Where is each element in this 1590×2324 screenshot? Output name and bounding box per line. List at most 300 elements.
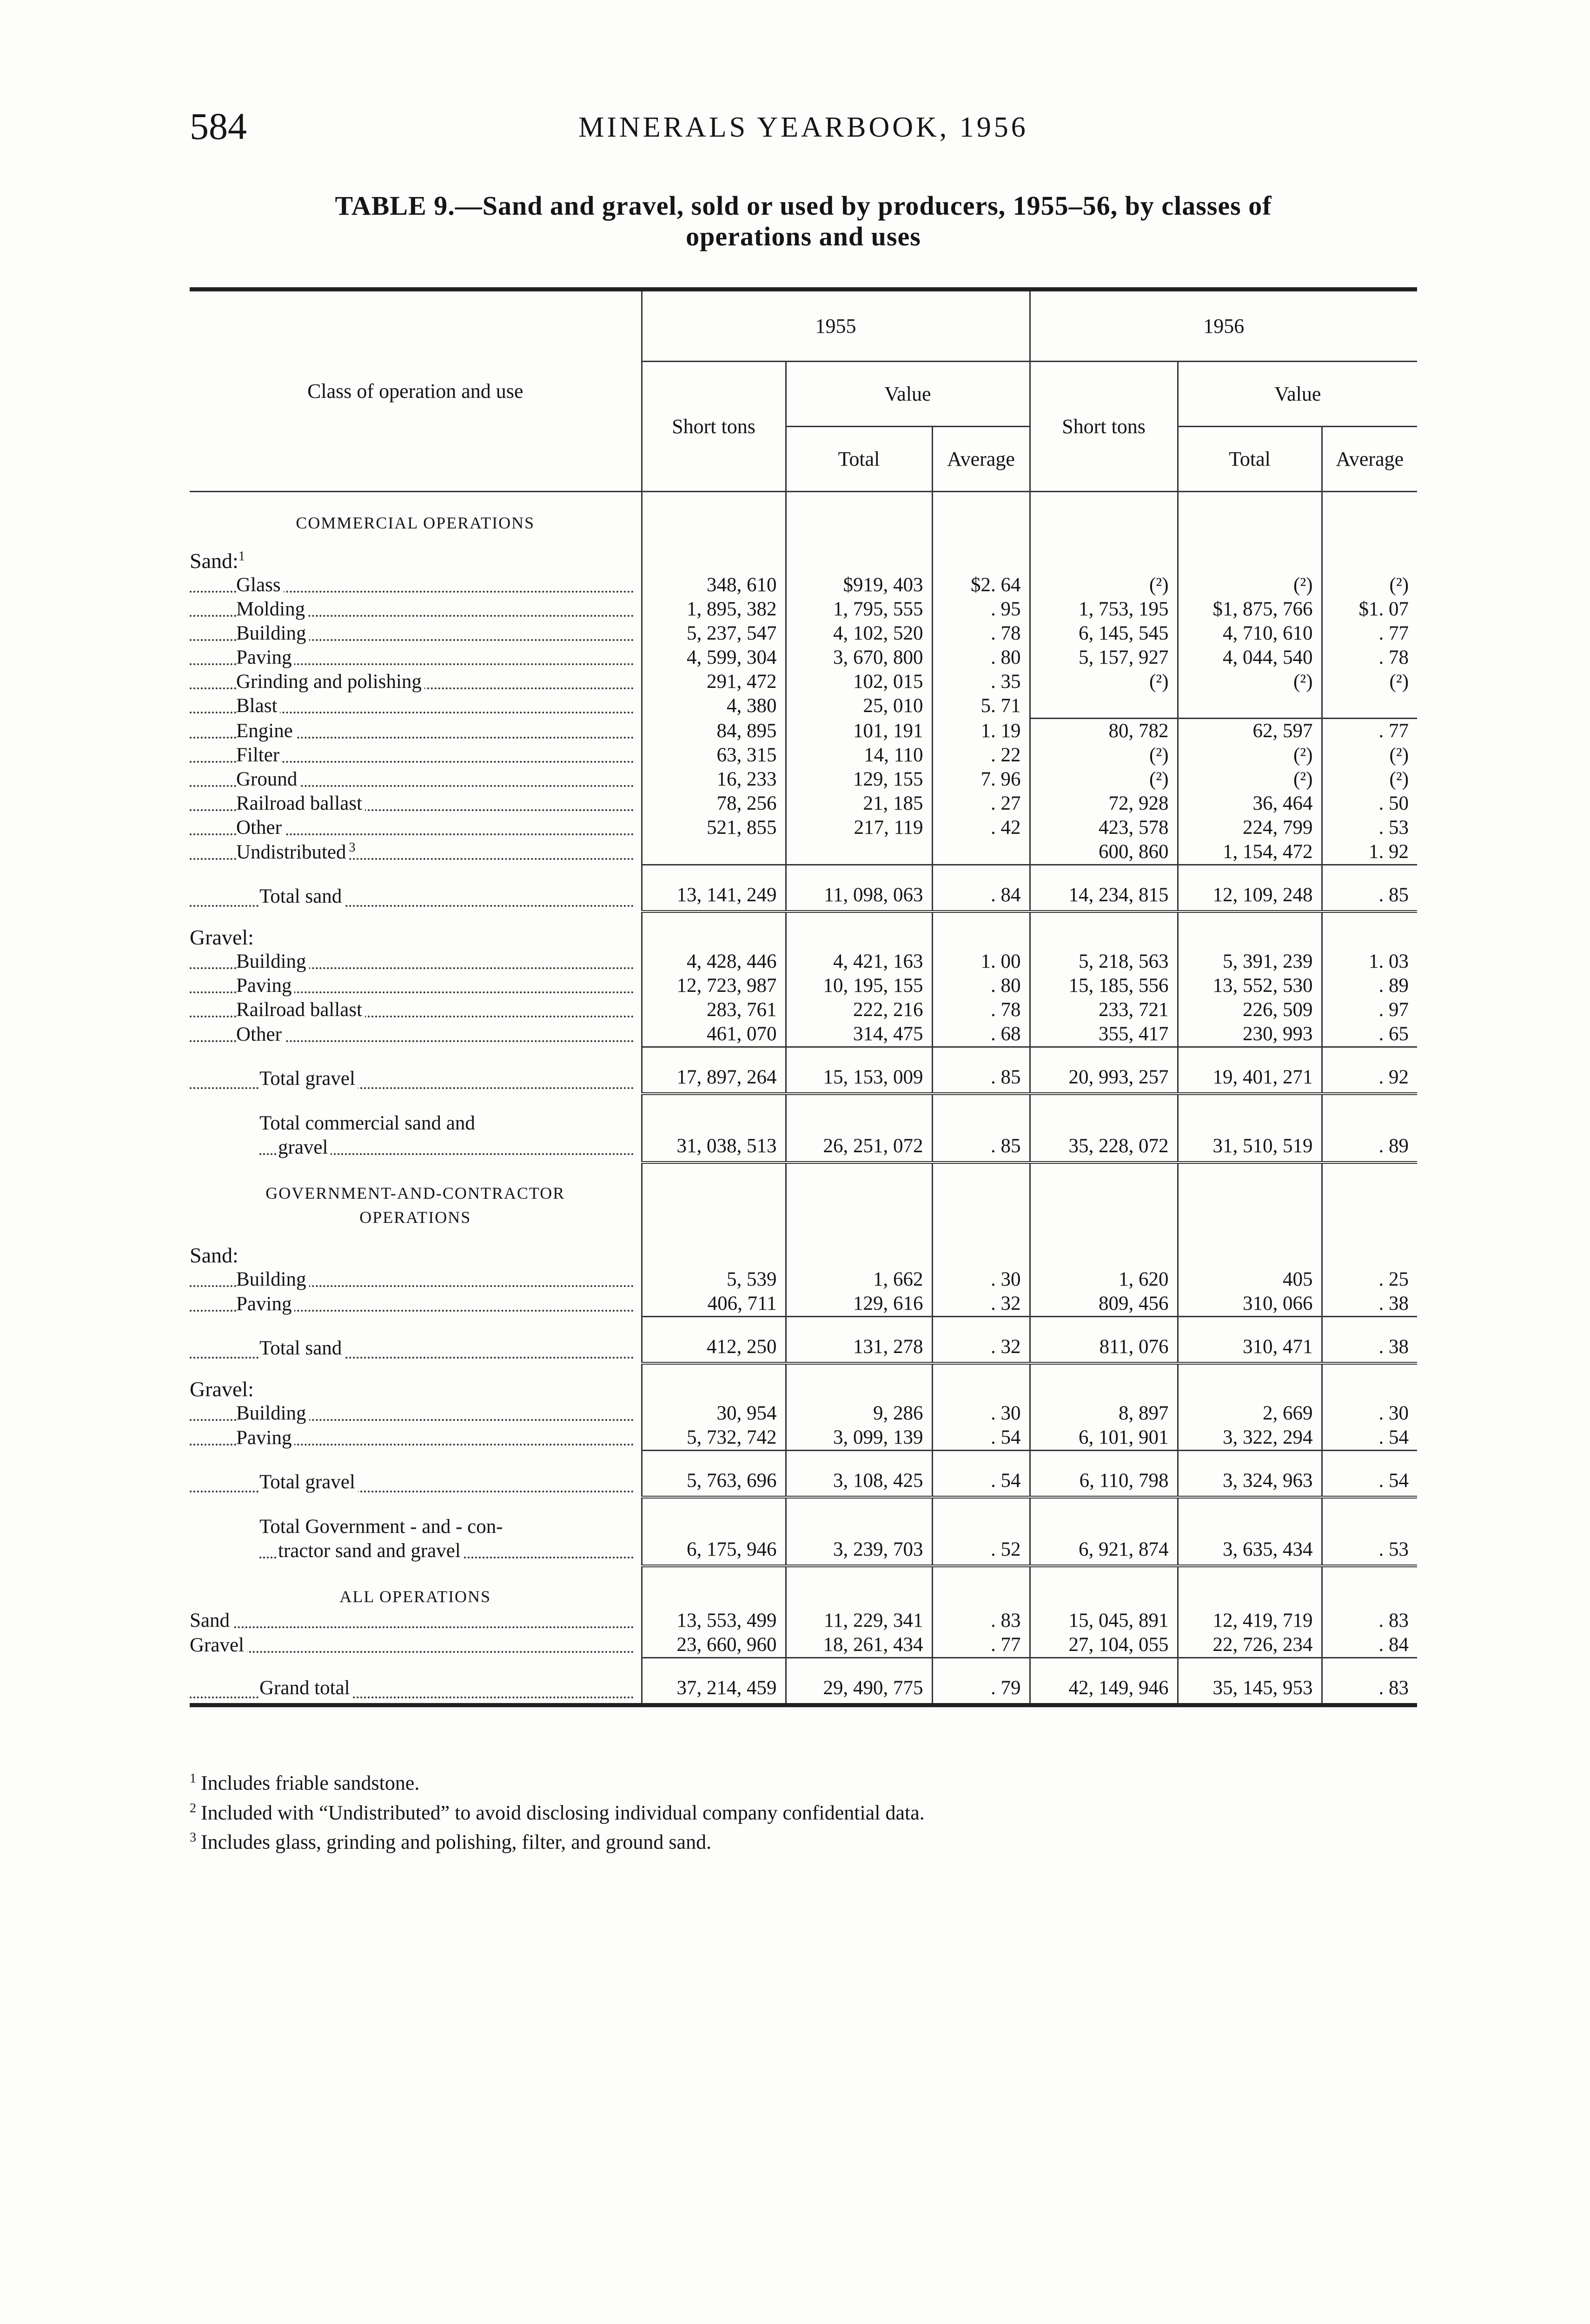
group-gov-gravel <box>190 1363 1417 1401</box>
row-gov-total-all-value-average-1955: . 52 <box>932 1497 1030 1566</box>
header-value-1955: Value <box>786 362 1030 427</box>
row-commercial-sand-6-value-average-1956: . 77 <box>1322 718 1417 743</box>
row-gov-total-gravel-short-tons-1955: 5, 763, 696 <box>642 1450 786 1497</box>
row-commercial-gravel-2-value-total-1956: 226, 509 <box>1178 998 1322 1022</box>
row-gov-sand-0-value-total-1956: 405 <box>1178 1268 1322 1292</box>
page-number: 584 <box>190 105 247 147</box>
row-gov-total-sand-short-tons-1955: 412, 250 <box>642 1316 786 1363</box>
row-gov-gravel-0-label <box>190 1401 642 1426</box>
section-all-line-1: ALL OPERATIONS <box>339 1587 491 1606</box>
row-gov-total-sand-short-tons-1956: 811, 076 <box>1030 1316 1178 1363</box>
row-commercial-sand-1 <box>190 597 1417 621</box>
row-gov-sand-1-value-total-1956: 310, 066 <box>1178 1292 1322 1317</box>
row-commercial-total-all-value-total-1955: 26, 251, 072 <box>786 1094 932 1162</box>
row-commercial-sand-11-short-tons-1956: 600, 860 <box>1030 840 1178 865</box>
row-commercial-sand-7-label-text: Filter <box>236 744 282 766</box>
row-commercial-sand-2 <box>190 621 1417 646</box>
row-gov-gravel-1-value-total-1955: 3, 099, 139 <box>786 1426 932 1451</box>
row-commercial-gravel-2-label-text: Railroad ballast <box>236 999 365 1021</box>
row-grand-total-short-tons-1955: 37, 214, 459 <box>642 1657 786 1705</box>
row-commercial-gravel-1-value-average-1955: . 80 <box>932 974 1030 998</box>
table-title-line2: operations and uses <box>686 221 921 251</box>
table-title-line1: TABLE 9.—Sand and gravel, sold or used by producers, 1955–56, by classes of <box>335 191 1272 221</box>
sand-gravel-table <box>190 287 1417 1707</box>
row-commercial-gravel-1-value-average-1956: . 89 <box>1322 974 1417 998</box>
row-gov-gravel-1-label-text: Paving <box>236 1427 294 1449</box>
row-gov-total-gravel-value-average-1955: . 54 <box>932 1450 1030 1497</box>
row-commercial-sand-8-label <box>190 767 642 792</box>
row-commercial-sand-4 <box>190 670 1417 694</box>
row-commercial-gravel-2-short-tons-1955: 283, 761 <box>642 998 786 1022</box>
row-gov-total-sand-value-total-1956: 310, 471 <box>1178 1316 1322 1363</box>
row-commercial-sand-11-footnote-ref: 3 <box>349 840 358 855</box>
section-government <box>190 1162 1417 1229</box>
row-commercial-total-all-value-average-1955: . 85 <box>932 1094 1030 1162</box>
header-value-1956: Value <box>1178 362 1417 427</box>
row-commercial-total-sand-label-text: Total sand <box>259 885 344 907</box>
row-commercial-sand-3-label-text: Paving <box>236 647 294 668</box>
row-commercial-sand-2-label <box>190 621 642 646</box>
row-commercial-total-gravel <box>190 1047 1417 1094</box>
row-commercial-total-sand-value-total-1955: 11, 098, 063 <box>786 865 932 911</box>
row-commercial-sand-11-short-tons-1955 <box>642 840 786 865</box>
row-commercial-gravel-2-value-average-1955: . 78 <box>932 998 1030 1022</box>
row-gov-gravel-1-short-tons-1955: 5, 732, 742 <box>642 1426 786 1451</box>
row-grand-total-value-average-1955: . 79 <box>932 1657 1030 1705</box>
row-commercial-sand-1-value-average-1956: $1. 07 <box>1322 597 1417 621</box>
row-commercial-gravel-1 <box>190 974 1417 998</box>
row-commercial-total-gravel-label-text: Total gravel <box>259 1068 358 1089</box>
row-all-1-value-average-1955: . 77 <box>932 1633 1030 1658</box>
row-all-0-label-text: Sand <box>190 1610 232 1631</box>
row-commercial-sand-5-value-total-1955: 25, 010 <box>786 694 932 718</box>
row-commercial-sand-2-short-tons-1956: 6, 145, 545 <box>1030 621 1178 646</box>
row-all-1-label <box>190 1633 642 1658</box>
footnote-1: $^1$ Includes friable sandstone. <box>190 1771 420 1795</box>
row-commercial-gravel-0-value-average-1956: 1. 03 <box>1322 950 1417 974</box>
row-all-1 <box>190 1633 1417 1658</box>
row-gov-sand-0-label <box>190 1268 642 1292</box>
row-gov-gravel-0-value-total-1956: 2, 669 <box>1178 1401 1322 1426</box>
row-gov-sand-0-value-average-1955: . 30 <box>932 1268 1030 1292</box>
row-commercial-total-sand-value-total-1956: 12, 109, 248 <box>1178 865 1322 911</box>
row-all-0 <box>190 1609 1417 1633</box>
row-commercial-gravel-3-label-text: Other <box>236 1023 285 1045</box>
row-gov-sand-0-short-tons-1955: 5, 539 <box>642 1268 786 1292</box>
row-commercial-total-all-value-average-1956: . 89 <box>1322 1094 1417 1162</box>
row-all-0-value-total-1955: 11, 229, 341 <box>786 1609 932 1633</box>
row-commercial-gravel-0-label <box>190 950 642 974</box>
row-commercial-sand-2-value-average-1955: . 78 <box>932 621 1030 646</box>
row-commercial-sand-6-short-tons-1956: 80, 782 <box>1030 718 1178 743</box>
header-average-1956: Average <box>1322 427 1417 492</box>
row-gov-total-gravel <box>190 1450 1417 1497</box>
row-commercial-sand-1-value-total-1955: 1, 795, 555 <box>786 597 932 621</box>
row-commercial-sand-10-value-average-1956: . 53 <box>1322 816 1417 840</box>
row-gov-sand-0-value-average-1956: . 25 <box>1322 1268 1417 1292</box>
row-commercial-sand-8-short-tons-1956: (²) <box>1030 767 1178 792</box>
row-gov-gravel-1-value-average-1955: . 54 <box>932 1426 1030 1451</box>
section-government-line-1: GOVERNMENT-AND-CONTRACTOR <box>265 1183 565 1202</box>
row-commercial-sand-2-value-total-1956: 4, 710, 610 <box>1178 621 1322 646</box>
row-gov-total-all-label <box>190 1497 642 1566</box>
row-commercial-sand-10-short-tons-1955: 521, 855 <box>642 816 786 840</box>
row-commercial-gravel-2-value-total-1955: 222, 216 <box>786 998 932 1022</box>
row-all-1-short-tons-1956: 27, 104, 055 <box>1030 1633 1178 1658</box>
row-commercial-total-all-label <box>190 1094 642 1162</box>
row-commercial-sand-4-value-total-1956: (²) <box>1178 670 1322 694</box>
row-commercial-sand-4-label-text: Grinding and polishing <box>236 671 424 693</box>
row-commercial-gravel-2-label <box>190 998 642 1022</box>
row-commercial-total-all-value-total-1956: 31, 510, 519 <box>1178 1094 1322 1162</box>
row-commercial-sand-3-short-tons-1956: 5, 157, 927 <box>1030 646 1178 670</box>
row-grand-total-short-tons-1956: 42, 149, 946 <box>1030 1657 1178 1705</box>
row-gov-total-all <box>190 1497 1417 1566</box>
row-commercial-sand-11-label-text: Undistributed <box>236 841 349 863</box>
row-commercial-sand-3-value-average-1955: . 80 <box>932 646 1030 670</box>
row-gov-sand-1-short-tons-1955: 406, 711 <box>642 1292 786 1317</box>
row-grand-total <box>190 1657 1417 1705</box>
row-gov-sand-1-value-average-1956: . 38 <box>1322 1292 1417 1317</box>
row-commercial-total-gravel-value-total-1955: 15, 153, 009 <box>786 1047 932 1094</box>
group-commercial-gravel <box>190 911 1417 950</box>
row-commercial-sand-5-short-tons-1956 <box>1030 694 1178 718</box>
footnotes <box>190 1766 1417 1855</box>
row-all-0-value-average-1956: . 83 <box>1322 1609 1417 1633</box>
row-commercial-sand-9-value-total-1955: 21, 185 <box>786 792 932 816</box>
row-gov-sand-1-short-tons-1956: 809, 456 <box>1030 1292 1178 1317</box>
row-commercial-sand-4-short-tons-1956: (²) <box>1030 670 1178 694</box>
row-commercial-sand-0-label-text: Glass <box>236 574 284 596</box>
row-gov-sand-0-label-text: Building <box>236 1268 309 1290</box>
row-gov-sand-1 <box>190 1292 1417 1317</box>
row-commercial-gravel-3-value-average-1956: . 65 <box>1322 1022 1417 1047</box>
row-gov-gravel-0 <box>190 1401 1417 1426</box>
row-commercial-gravel-0 <box>190 950 1417 974</box>
row-commercial-sand-4-value-average-1956: (²) <box>1322 670 1417 694</box>
row-commercial-gravel-0-short-tons-1955: 4, 428, 446 <box>642 950 786 974</box>
row-commercial-total-sand-short-tons-1955: 13, 141, 249 <box>642 865 786 911</box>
row-gov-total-gravel-label-text: Total gravel <box>259 1471 358 1493</box>
row-commercial-total-sand-value-average-1956: . 85 <box>1322 865 1417 911</box>
group-commercial-sand-footnote-ref: 1 <box>238 549 245 564</box>
header-year-1956: 1956 <box>1030 290 1417 362</box>
row-all-1-value-total-1956: 22, 726, 234 <box>1178 1633 1322 1658</box>
row-gov-gravel-0-short-tons-1955: 30, 954 <box>642 1401 786 1426</box>
row-commercial-gravel-1-value-total-1955: 10, 195, 155 <box>786 974 932 998</box>
row-gov-gravel-1-value-average-1956: . 54 <box>1322 1426 1417 1451</box>
section-commercial <box>190 492 1417 535</box>
row-commercial-total-sand <box>190 865 1417 911</box>
row-gov-total-gravel-value-total-1956: 3, 324, 963 <box>1178 1450 1322 1497</box>
row-gov-total-sand-label-text: Total sand <box>259 1337 344 1359</box>
row-commercial-sand-0-label <box>190 573 642 597</box>
row-commercial-sand-7 <box>190 743 1417 767</box>
row-gov-sand-1-value-average-1955: . 32 <box>932 1292 1030 1317</box>
row-commercial-sand-6-value-average-1955: 1. 19 <box>932 718 1030 743</box>
row-commercial-total-all-short-tons-1955: 31, 038, 513 <box>642 1094 786 1162</box>
row-commercial-sand-5-value-average-1955: 5. 71 <box>932 694 1030 718</box>
row-commercial-gravel-3 <box>190 1022 1417 1047</box>
row-all-1-label-text: Gravel <box>190 1634 247 1656</box>
row-commercial-sand-4-label <box>190 670 642 694</box>
row-commercial-sand-7-value-average-1956: (²) <box>1322 743 1417 767</box>
row-gov-total-all-value-total-1955: 3, 239, 703 <box>786 1497 932 1566</box>
row-gov-total-sand-label <box>190 1316 642 1363</box>
row-commercial-sand-9-short-tons-1955: 78, 256 <box>642 792 786 816</box>
group-gov-sand <box>190 1229 1417 1268</box>
header-average-1955: Average <box>932 427 1030 492</box>
row-gov-sand-1-label-text: Paving <box>236 1293 294 1315</box>
row-grand-total-value-total-1956: 35, 145, 953 <box>1178 1657 1322 1705</box>
row-commercial-sand-0-value-total-1956: (²) <box>1178 573 1322 597</box>
row-commercial-sand-0-value-average-1955: $2. 64 <box>932 573 1030 597</box>
row-gov-total-all-value-average-1956: . 53 <box>1322 1497 1417 1566</box>
row-gov-gravel-0-label-text: Building <box>236 1402 309 1424</box>
row-commercial-sand-9-label-text: Railroad ballast <box>236 792 365 814</box>
row-gov-total-sand-value-average-1955: . 32 <box>932 1316 1030 1363</box>
header-total-1956: Total <box>1178 427 1322 492</box>
row-commercial-sand-5-value-average-1956 <box>1322 694 1417 718</box>
row-commercial-sand-5-short-tons-1955: 4, 380 <box>642 694 786 718</box>
section-government-line-2: OPERATIONS <box>359 1208 471 1227</box>
row-commercial-sand-6-label-text: Engine <box>236 720 296 742</box>
row-gov-gravel-1-label <box>190 1426 642 1451</box>
row-commercial-gravel-3-value-total-1955: 314, 475 <box>786 1022 932 1047</box>
row-commercial-sand-7-value-average-1955: . 22 <box>932 743 1030 767</box>
row-commercial-gravel-0-label-text: Building <box>236 951 309 972</box>
row-commercial-gravel-1-short-tons-1955: 12, 723, 987 <box>642 974 786 998</box>
row-commercial-sand-9-label <box>190 792 642 816</box>
row-commercial-gravel-3-value-total-1956: 230, 993 <box>1178 1022 1322 1047</box>
row-commercial-gravel-2-value-average-1956: . 97 <box>1322 998 1417 1022</box>
row-commercial-gravel-1-label <box>190 974 642 998</box>
row-commercial-sand-9-value-total-1956: 36, 464 <box>1178 792 1322 816</box>
group-commercial-gravel-label: Gravel: <box>190 925 254 949</box>
row-commercial-sand-5-value-total-1956 <box>1178 694 1322 718</box>
row-commercial-sand-4-value-average-1955: . 35 <box>932 670 1030 694</box>
row-gov-total-sand-value-average-1956: . 38 <box>1322 1316 1417 1363</box>
row-commercial-sand-8-short-tons-1955: 16, 233 <box>642 767 786 792</box>
row-gov-total-all-value-total-1956: 3, 635, 434 <box>1178 1497 1322 1566</box>
row-commercial-sand-3 <box>190 646 1417 670</box>
group-gov-gravel-label: Gravel: <box>190 1377 254 1401</box>
row-gov-total-all-short-tons-1955: 6, 175, 946 <box>642 1497 786 1566</box>
group-commercial-sand-label: Sand: <box>190 549 238 573</box>
row-commercial-sand-6-short-tons-1955: 84, 895 <box>642 718 786 743</box>
row-commercial-sand-6-label <box>190 718 642 743</box>
row-commercial-total-sand-short-tons-1956: 14, 234, 815 <box>1030 865 1178 911</box>
row-commercial-gravel-3-label <box>190 1022 642 1047</box>
row-all-0-short-tons-1956: 15, 045, 891 <box>1030 1609 1178 1633</box>
row-all-0-value-total-1956: 12, 419, 719 <box>1178 1609 1322 1633</box>
row-commercial-sand-3-label <box>190 646 642 670</box>
row-commercial-sand-6-value-total-1956: 62, 597 <box>1178 718 1322 743</box>
row-gov-total-all-label-line2: tractor sand and gravel <box>278 1540 464 1562</box>
row-commercial-gravel-0-value-average-1955: 1. 00 <box>932 950 1030 974</box>
row-commercial-sand-10 <box>190 816 1417 840</box>
row-gov-total-gravel-short-tons-1956: 6, 110, 798 <box>1030 1450 1178 1497</box>
row-gov-gravel-1 <box>190 1426 1417 1451</box>
row-commercial-total-gravel-short-tons-1956: 20, 993, 257 <box>1030 1047 1178 1094</box>
row-all-0-label <box>190 1609 642 1633</box>
row-gov-gravel-1-value-total-1956: 3, 322, 294 <box>1178 1426 1322 1451</box>
row-commercial-sand-11 <box>190 840 1417 865</box>
header-total-1955: Total <box>786 427 932 492</box>
row-commercial-sand-11-value-average-1956: 1. 92 <box>1322 840 1417 865</box>
header-short-tons-1956: Short tons <box>1030 362 1178 492</box>
footnote-2: $^2$ Included with “Undistributed” to avoid disclosing individual company confidential data. <box>190 1801 925 1824</box>
row-commercial-sand-7-value-total-1955: 14, 110 <box>786 743 932 767</box>
row-commercial-sand-8 <box>190 767 1417 792</box>
row-grand-total-value-total-1955: 29, 490, 775 <box>786 1657 932 1705</box>
row-commercial-sand-7-short-tons-1956: (²) <box>1030 743 1178 767</box>
row-commercial-sand-6-value-total-1955: 101, 191 <box>786 718 932 743</box>
row-commercial-gravel-0-short-tons-1956: 5, 218, 563 <box>1030 950 1178 974</box>
row-grand-total-label <box>190 1657 642 1705</box>
row-gov-total-all-label-line1: Total Government - and - con- <box>259 1515 503 1538</box>
row-commercial-sand-10-value-total-1956: 224, 799 <box>1178 816 1322 840</box>
row-commercial-total-sand-value-average-1955: . 84 <box>932 865 1030 911</box>
row-commercial-sand-4-value-total-1955: 102, 015 <box>786 670 932 694</box>
row-grand-total-label-text: Grand total <box>259 1677 353 1699</box>
row-commercial-sand-1-value-average-1955: . 95 <box>932 597 1030 621</box>
row-commercial-total-gravel-short-tons-1955: 17, 897, 264 <box>642 1047 786 1094</box>
row-commercial-total-sand-label <box>190 865 642 911</box>
row-commercial-total-all-label-line1: Total commercial sand and <box>259 1112 475 1134</box>
row-gov-gravel-0-value-total-1955: 9, 286 <box>786 1401 932 1426</box>
row-commercial-sand-3-short-tons-1955: 4, 599, 304 <box>642 646 786 670</box>
row-commercial-sand-5-label <box>190 694 642 718</box>
row-commercial-sand-7-value-total-1956: (²) <box>1178 743 1322 767</box>
row-commercial-gravel-3-value-average-1955: . 68 <box>932 1022 1030 1047</box>
page-header <box>190 105 1417 156</box>
row-commercial-sand-10-value-average-1955: . 42 <box>932 816 1030 840</box>
row-commercial-sand-4-short-tons-1955: 291, 472 <box>642 670 786 694</box>
row-gov-total-gravel-label <box>190 1450 642 1497</box>
row-commercial-total-all <box>190 1094 1417 1162</box>
group-gov-sand-label: Sand: <box>190 1243 238 1267</box>
row-commercial-sand-11-value-average-1955 <box>932 840 1030 865</box>
row-all-1-value-average-1956: . 84 <box>1322 1633 1417 1658</box>
row-commercial-sand-3-value-average-1956: . 78 <box>1322 646 1417 670</box>
row-gov-sand-1-label <box>190 1292 642 1317</box>
row-commercial-gravel-1-short-tons-1956: 15, 185, 556 <box>1030 974 1178 998</box>
row-gov-gravel-0-value-average-1955: . 30 <box>932 1401 1030 1426</box>
row-gov-sand-0 <box>190 1268 1417 1292</box>
row-commercial-sand-11-value-total-1955 <box>786 840 932 865</box>
row-commercial-sand-2-value-total-1955: 4, 102, 520 <box>786 621 932 646</box>
row-commercial-sand-0 <box>190 573 1417 597</box>
row-gov-sand-1-value-total-1955: 129, 616 <box>786 1292 932 1317</box>
row-gov-total-gravel-value-total-1955: 3, 108, 425 <box>786 1450 932 1497</box>
row-commercial-sand-0-value-average-1956: (²) <box>1322 573 1417 597</box>
row-commercial-gravel-3-short-tons-1955: 461, 070 <box>642 1022 786 1047</box>
table-title <box>190 191 1417 252</box>
row-commercial-sand-1-value-total-1956: $1, 875, 766 <box>1178 597 1322 621</box>
row-commercial-sand-9-value-average-1956: . 50 <box>1322 792 1417 816</box>
row-commercial-total-gravel-value-average-1955: . 85 <box>932 1047 1030 1094</box>
row-commercial-sand-2-value-average-1956: . 77 <box>1322 621 1417 646</box>
row-commercial-sand-9 <box>190 792 1417 816</box>
row-commercial-sand-3-value-total-1955: 3, 670, 800 <box>786 646 932 670</box>
row-gov-gravel-1-short-tons-1956: 6, 101, 901 <box>1030 1426 1178 1451</box>
row-commercial-sand-0-short-tons-1956: (²) <box>1030 573 1178 597</box>
row-commercial-sand-0-value-total-1955: $919, 403 <box>786 573 932 597</box>
row-commercial-total-all-label-line2: gravel <box>278 1136 331 1158</box>
row-commercial-sand-10-label-text: Other <box>236 817 285 838</box>
row-commercial-sand-5 <box>190 694 1417 718</box>
row-commercial-sand-8-label-text: Ground <box>236 768 300 790</box>
row-gov-sand-0-value-total-1955: 1, 662 <box>786 1268 932 1292</box>
row-commercial-sand-11-label <box>190 840 642 865</box>
row-commercial-sand-1-short-tons-1956: 1, 753, 195 <box>1030 597 1178 621</box>
footnote-3: $^3$ Includes glass, grinding and polishing, filter, and ground sand. <box>190 1830 712 1854</box>
section-all <box>190 1566 1417 1609</box>
header-short-tons-1955: Short tons <box>642 362 786 492</box>
row-commercial-sand-1-short-tons-1955: 1, 895, 382 <box>642 597 786 621</box>
row-commercial-gravel-1-value-total-1956: 13, 552, 530 <box>1178 974 1322 998</box>
row-commercial-total-all-short-tons-1956: 35, 228, 072 <box>1030 1094 1178 1162</box>
header-year-1955: 1955 <box>642 290 1030 362</box>
row-commercial-gravel-0-value-total-1955: 4, 421, 163 <box>786 950 932 974</box>
row-commercial-sand-6 <box>190 718 1417 743</box>
row-commercial-sand-8-value-total-1956: (²) <box>1178 767 1322 792</box>
row-commercial-sand-3-value-total-1956: 4, 044, 540 <box>1178 646 1322 670</box>
group-commercial-sand <box>190 535 1417 573</box>
row-commercial-sand-11-value-total-1956: 1, 154, 472 <box>1178 840 1322 865</box>
row-commercial-sand-8-value-total-1955: 129, 155 <box>786 767 932 792</box>
row-gov-total-gravel-value-average-1956: . 54 <box>1322 1450 1417 1497</box>
row-commercial-sand-2-label-text: Building <box>236 622 309 644</box>
row-gov-total-sand-value-total-1955: 131, 278 <box>786 1316 932 1363</box>
row-commercial-sand-9-value-average-1955: . 27 <box>932 792 1030 816</box>
row-commercial-sand-1-label-text: Molding <box>236 598 308 620</box>
row-commercial-sand-8-value-average-1956: (²) <box>1322 767 1417 792</box>
row-all-1-short-tons-1955: 23, 660, 960 <box>642 1633 786 1658</box>
row-commercial-sand-7-label <box>190 743 642 767</box>
row-commercial-sand-8-value-average-1955: 7. 96 <box>932 767 1030 792</box>
row-gov-sand-0-short-tons-1956: 1, 620 <box>1030 1268 1178 1292</box>
row-commercial-sand-10-value-total-1955: 217, 119 <box>786 816 932 840</box>
row-commercial-sand-1-label <box>190 597 642 621</box>
row-commercial-gravel-3-short-tons-1956: 355, 417 <box>1030 1022 1178 1047</box>
row-gov-gravel-0-value-average-1956: . 30 <box>1322 1401 1417 1426</box>
row-commercial-sand-7-short-tons-1955: 63, 315 <box>642 743 786 767</box>
row-commercial-sand-2-short-tons-1955: 5, 237, 547 <box>642 621 786 646</box>
row-commercial-sand-0-short-tons-1955: 348, 610 <box>642 573 786 597</box>
running-head: MINERALS YEARBOOK, 1956 <box>578 112 1028 143</box>
row-commercial-gravel-0-value-total-1956: 5, 391, 239 <box>1178 950 1322 974</box>
row-all-0-value-average-1955: . 83 <box>932 1609 1030 1633</box>
row-all-0-short-tons-1955: 13, 553, 499 <box>642 1609 786 1633</box>
row-commercial-sand-9-short-tons-1956: 72, 928 <box>1030 792 1178 816</box>
row-commercial-sand-10-label <box>190 816 642 840</box>
row-gov-gravel-0-short-tons-1956: 8, 897 <box>1030 1401 1178 1426</box>
row-commercial-total-gravel-value-total-1956: 19, 401, 271 <box>1178 1047 1322 1094</box>
row-commercial-gravel-1-label-text: Paving <box>236 975 294 997</box>
row-grand-total-value-average-1956: . 83 <box>1322 1657 1417 1705</box>
row-commercial-gravel-2 <box>190 998 1417 1022</box>
row-commercial-total-gravel-value-average-1956: . 92 <box>1322 1047 1417 1094</box>
header-class: Class of operation and use <box>190 290 642 492</box>
row-commercial-total-gravel-label <box>190 1047 642 1094</box>
row-all-1-value-total-1955: 18, 261, 434 <box>786 1633 932 1658</box>
row-commercial-gravel-2-short-tons-1956: 233, 721 <box>1030 998 1178 1022</box>
row-commercial-sand-10-short-tons-1956: 423, 578 <box>1030 816 1178 840</box>
row-gov-total-sand <box>190 1316 1417 1363</box>
section-commercial-line-1: COMMERCIAL OPERATIONS <box>296 514 535 532</box>
